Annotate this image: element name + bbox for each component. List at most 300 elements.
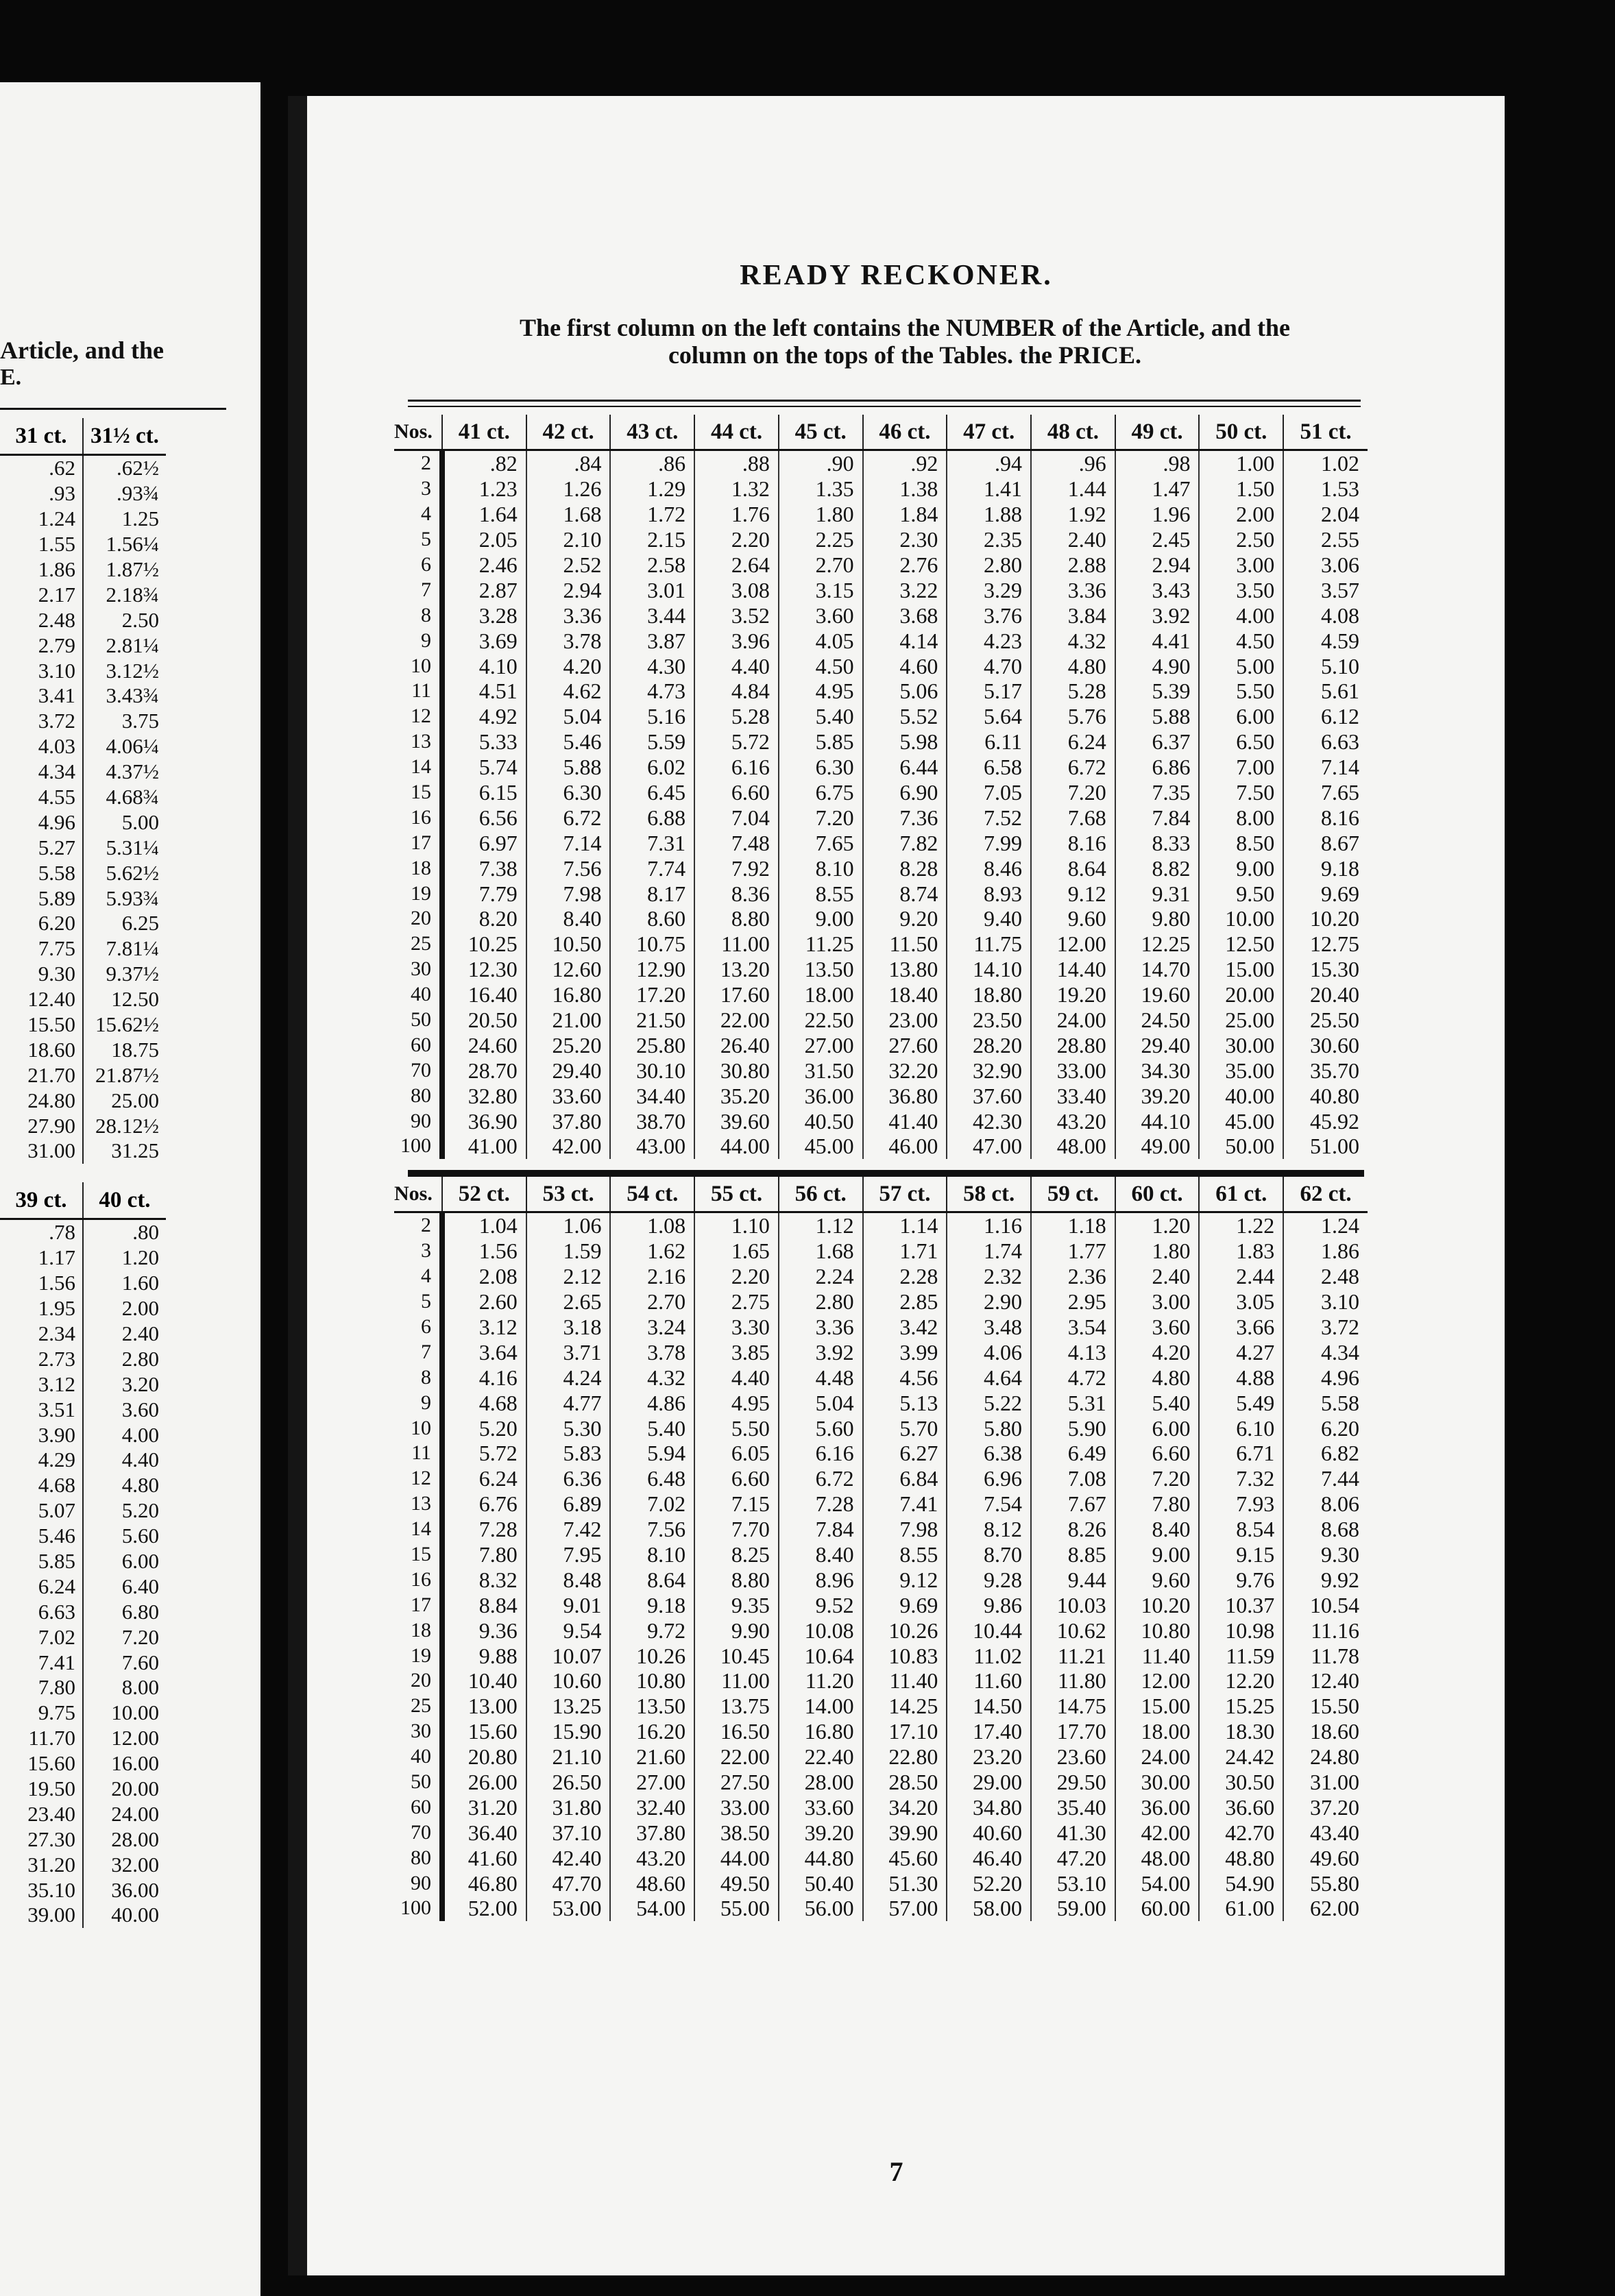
price-cell: 4.05 [779, 628, 863, 653]
price-cell: 13.00 [442, 1694, 526, 1719]
left-price-cell: 4.80 [121, 1473, 159, 1498]
price-cell: 36.00 [1115, 1794, 1200, 1820]
left-price-cell: 12.40 [0, 987, 83, 1012]
left-price-column-header: 39 ct. [0, 1182, 83, 1219]
price-cell: 1.23 [442, 476, 526, 502]
price-cell: 12.00 [1115, 1668, 1200, 1694]
price-cell: 5.40 [1115, 1390, 1200, 1415]
price-cell: 1.32 [694, 476, 779, 502]
price-cell: 7.15 [694, 1491, 779, 1517]
price-cell: 9.69 [863, 1592, 947, 1617]
price-cell: 3.60 [1115, 1315, 1200, 1340]
price-cell: 2.30 [863, 527, 947, 552]
left-price-cell: 10.00 [111, 1700, 159, 1725]
price-cell: 14.75 [1031, 1694, 1115, 1719]
price-cell: 31.50 [779, 1058, 863, 1083]
left-table-row [0, 1062, 166, 1088]
price-cell: .84 [526, 450, 611, 476]
price-cell: 2.32 [947, 1264, 1031, 1289]
price-cell: 39.90 [863, 1820, 947, 1845]
price-cell: 8.70 [947, 1542, 1031, 1567]
left-table-row [0, 1037, 166, 1062]
price-cell: 7.28 [442, 1517, 526, 1542]
article-number-cell: 4 [421, 1265, 431, 1288]
left-price-cell: 31.20 [0, 1852, 83, 1877]
price-cell: 1.65 [694, 1238, 779, 1264]
left-price-cell: 1.86 [0, 557, 83, 583]
price-cell: 4.10 [442, 653, 526, 679]
price-cell: 2.94 [1115, 552, 1200, 578]
left-table-row [0, 1012, 166, 1038]
price-cell: 22.40 [779, 1744, 863, 1770]
price-cell: 7.65 [1283, 780, 1368, 805]
article-number-cell: 50 [411, 1008, 431, 1031]
left-table-header-row [0, 1182, 166, 1219]
price-cell: 8.32 [442, 1567, 526, 1592]
price-cell: 9.54 [526, 1617, 611, 1643]
article-number-cell: 3 [421, 477, 431, 500]
price-cell: 4.30 [610, 653, 694, 679]
price-cell: 8.40 [526, 906, 611, 931]
left-table-row [0, 1498, 166, 1524]
article-number-cell: 6 [421, 553, 431, 576]
price-cell: 12.25 [1115, 931, 1200, 957]
price-cell: 45.00 [779, 1134, 863, 1159]
price-cell: 47.20 [1031, 1845, 1115, 1870]
price-cell: 15.60 [442, 1719, 526, 1744]
price-cell: 5.52 [863, 704, 947, 729]
price-column-header: 41 ct. [442, 415, 526, 450]
table-row [394, 450, 1368, 476]
left-price-cell: 4.40 [121, 1448, 159, 1472]
price-cell: 7.98 [863, 1517, 947, 1542]
price-cell: 9.18 [610, 1592, 694, 1617]
price-cell: 9.00 [1199, 855, 1283, 881]
price-cell: 3.00 [1115, 1289, 1200, 1315]
price-cell: 44.00 [694, 1845, 779, 1870]
article-number-cell: 2 [421, 452, 431, 475]
price-cell: 10.98 [1199, 1617, 1283, 1643]
price-column-header: 46 ct. [863, 415, 947, 450]
price-cell: 18.60 [1283, 1719, 1368, 1744]
price-cell: 43.40 [1283, 1820, 1368, 1845]
left-price-cell: 4.96 [0, 809, 83, 835]
article-number-cell: 19 [411, 881, 431, 905]
left-price-cell: 2.18¾ [106, 582, 159, 607]
price-cell: 2.40 [1031, 527, 1115, 552]
price-cell: 9.72 [610, 1617, 694, 1643]
left-price-cell: 3.20 [121, 1371, 159, 1396]
left-table-row [0, 809, 166, 835]
price-cell: 4.62 [526, 679, 611, 704]
price-cell: 2.15 [610, 527, 694, 552]
table-row [394, 1083, 1368, 1108]
price-cell: 10.80 [610, 1668, 694, 1694]
price-cell: 10.62 [1031, 1617, 1115, 1643]
price-cell: 3.24 [610, 1315, 694, 1340]
book-page [288, 96, 1505, 2275]
price-cell: 5.22 [947, 1390, 1031, 1415]
price-cell: 3.92 [1115, 602, 1200, 628]
price-cell: 7.95 [526, 1542, 611, 1567]
price-cell: 4.51 [442, 679, 526, 704]
table-row [394, 527, 1368, 552]
price-cell: 48.60 [610, 1870, 694, 1896]
price-cell: 1.00 [1199, 450, 1283, 476]
price-cell: 6.58 [947, 755, 1031, 780]
price-cell: 10.50 [526, 931, 611, 957]
left-table-row [0, 1448, 166, 1473]
left-price-cell: 39.00 [0, 1903, 83, 1928]
price-cell: 35.40 [1031, 1794, 1115, 1820]
price-cell: 4.70 [947, 653, 1031, 679]
article-number-cell: 70 [411, 1820, 431, 1844]
price-cell: 11.40 [863, 1668, 947, 1694]
price-cell: 12.50 [1199, 931, 1283, 957]
table-row [394, 830, 1368, 855]
left-price-cell: 16.00 [111, 1751, 159, 1776]
price-cell: 40.80 [1283, 1083, 1368, 1108]
price-cell: 5.70 [863, 1415, 947, 1441]
price-cell: 7.54 [947, 1491, 1031, 1517]
price-cell: 7.42 [526, 1517, 611, 1542]
price-cell: 9.20 [863, 906, 947, 931]
price-cell: 6.16 [779, 1441, 863, 1466]
left-table-row [0, 1801, 166, 1827]
table-row [394, 1820, 1368, 1845]
article-number-cell: 10 [411, 1416, 431, 1439]
left-header-suffix: E. [0, 365, 22, 390]
price-cell: 9.36 [442, 1617, 526, 1643]
price-cell: 7.38 [442, 855, 526, 881]
article-number-cell: 20 [411, 907, 431, 930]
left-table-row [0, 962, 166, 987]
price-cell: 6.15 [442, 780, 526, 805]
price-cell: 17.60 [694, 982, 779, 1007]
left-price-cell: 28.12½ [95, 1113, 159, 1138]
left-price-cell: 19.50 [0, 1776, 83, 1802]
price-cell: 4.13 [1031, 1339, 1115, 1365]
left-price-cell: 4.29 [0, 1448, 83, 1473]
price-cell: 28.00 [779, 1770, 863, 1795]
price-cell: 3.78 [526, 628, 611, 653]
top-rule-2 [408, 406, 1361, 407]
price-cell: 27.00 [779, 1032, 863, 1058]
price-cell: 4.20 [526, 653, 611, 679]
price-cell: 21.00 [526, 1007, 611, 1033]
price-cell: 6.63 [1283, 729, 1368, 755]
price-cell: 3.15 [779, 577, 863, 602]
price-cell: 51.30 [863, 1870, 947, 1896]
left-table-row [0, 734, 166, 759]
price-cell: 8.06 [1283, 1491, 1368, 1517]
price-cell: 1.50 [1199, 476, 1283, 502]
table-row [394, 1794, 1368, 1820]
left-table-row [0, 835, 166, 860]
price-cell: 7.70 [694, 1517, 779, 1542]
left-price-cell: 6.40 [121, 1574, 159, 1598]
price-cell: 3.78 [610, 1339, 694, 1365]
price-cell: 8.64 [1031, 855, 1115, 881]
left-price-cell: 6.80 [121, 1599, 159, 1624]
price-cell: 2.76 [863, 552, 947, 578]
price-cell: 12.00 [1031, 931, 1115, 957]
price-cell: 9.60 [1031, 906, 1115, 931]
left-bottom-table [0, 1182, 166, 1928]
left-price-cell: 1.56¼ [106, 532, 159, 557]
price-cell: 3.71 [526, 1339, 611, 1365]
price-column-header: 49 ct. [1115, 415, 1200, 450]
price-cell: 2.65 [526, 1289, 611, 1315]
left-price-cell: 31.00 [0, 1138, 83, 1164]
price-cell: 2.36 [1031, 1264, 1115, 1289]
left-table-row [0, 557, 166, 583]
price-cell: 32.40 [610, 1794, 694, 1820]
article-number-cell: 9 [421, 628, 431, 652]
price-cell: 39.60 [694, 1108, 779, 1134]
left-price-cell: 2.81¼ [106, 633, 159, 657]
price-cell: 6.50 [1199, 729, 1283, 755]
price-cell: 3.85 [694, 1339, 779, 1365]
price-cell: 2.00 [1199, 502, 1283, 527]
price-cell: 12.20 [1199, 1668, 1283, 1694]
price-cell: 2.70 [779, 552, 863, 578]
price-cell: 6.89 [526, 1491, 611, 1517]
price-cell: 4.80 [1115, 1365, 1200, 1390]
price-cell: 22.50 [779, 1007, 863, 1033]
price-cell: 1.53 [1283, 476, 1368, 502]
price-cell: 4.64 [947, 1365, 1031, 1390]
price-cell: 1.12 [779, 1212, 863, 1238]
table-row [394, 1315, 1368, 1340]
left-price-cell: 7.41 [0, 1650, 83, 1675]
price-column-header: 62 ct. [1283, 1177, 1368, 1212]
price-cell: 4.80 [1031, 653, 1115, 679]
price-cell: 9.60 [1115, 1567, 1200, 1592]
price-cell: 5.59 [610, 729, 694, 755]
left-price-cell: 2.50 [121, 607, 159, 632]
price-cell: 8.93 [947, 881, 1031, 906]
price-cell: 5.88 [526, 755, 611, 780]
price-cell: 5.04 [779, 1390, 863, 1415]
left-price-cell: 7.02 [0, 1624, 83, 1650]
table-row [394, 602, 1368, 628]
price-cell: 15.00 [1199, 957, 1283, 982]
price-cell: 6.60 [694, 1466, 779, 1491]
table-row [394, 780, 1368, 805]
left-price-cell: 1.25 [121, 506, 159, 531]
price-cell: 8.40 [1115, 1517, 1200, 1542]
price-cell: 28.50 [863, 1770, 947, 1795]
table-row [394, 881, 1368, 906]
price-cell: 10.25 [442, 931, 526, 957]
left-table-row [0, 759, 166, 785]
price-cell: 16.80 [526, 982, 611, 1007]
price-cell: 2.28 [863, 1264, 947, 1289]
price-cell: 8.80 [694, 906, 779, 931]
left-table-row [0, 1397, 166, 1422]
price-cell: 3.18 [526, 1315, 611, 1340]
left-price-cell: 3.51 [0, 1397, 83, 1422]
table-row [394, 1212, 1368, 1238]
left-price-cell: 3.43¾ [106, 683, 159, 708]
price-cell: 24.42 [1199, 1744, 1283, 1770]
price-cell: 2.58 [610, 552, 694, 578]
price-cell: 25.80 [610, 1032, 694, 1058]
price-cell: 4.40 [694, 1365, 779, 1390]
article-number-cell: 30 [411, 1720, 431, 1743]
price-cell: 5.04 [526, 704, 611, 729]
price-cell: 6.86 [1115, 755, 1200, 780]
price-cell: 4.59 [1283, 628, 1368, 653]
price-cell: 40.60 [947, 1820, 1031, 1845]
left-price-cell: 18.75 [111, 1037, 159, 1062]
left-table-row [0, 1903, 166, 1928]
left-table-row [0, 633, 166, 658]
price-cell: 8.40 [779, 1542, 863, 1567]
price-cell: 24.00 [1115, 1744, 1200, 1770]
price-cell: 42.30 [947, 1108, 1031, 1134]
left-price-column-header: 31 ct. [0, 418, 83, 455]
left-price-cell: 15.62½ [95, 1012, 159, 1037]
left-table-row [0, 1473, 166, 1498]
article-number-cell: 80 [411, 1084, 431, 1107]
price-cell: 18.00 [779, 982, 863, 1007]
left-price-cell: .93¾ [117, 481, 159, 506]
price-cell: 37.80 [610, 1820, 694, 1845]
price-cell: 1.77 [1031, 1238, 1115, 1264]
article-number-cell: 19 [411, 1644, 431, 1667]
price-cell: 55.80 [1283, 1870, 1368, 1896]
price-cell: 10.08 [779, 1617, 863, 1643]
price-cell: 8.25 [694, 1542, 779, 1567]
price-cell: 6.49 [1031, 1441, 1115, 1466]
price-cell: 1.35 [779, 476, 863, 502]
left-price-cell: 21.87½ [95, 1062, 159, 1087]
table-row [394, 931, 1368, 957]
left-price-cell: 1.95 [0, 1296, 83, 1321]
price-cell: 7.82 [863, 830, 947, 855]
price-cell: 6.20 [1283, 1415, 1368, 1441]
left-price-cell: 40.00 [111, 1903, 159, 1927]
article-number-cell: 40 [411, 1745, 431, 1768]
price-cell: 7.02 [610, 1491, 694, 1517]
price-cell: 1.62 [610, 1238, 694, 1264]
price-cell: 3.87 [610, 628, 694, 653]
left-table-row [0, 1113, 166, 1138]
price-cell: 4.41 [1115, 628, 1200, 653]
price-cell: 23.20 [947, 1744, 1031, 1770]
price-cell: 4.34 [1283, 1339, 1368, 1365]
price-cell: 2.25 [779, 527, 863, 552]
left-table-row [0, 582, 166, 607]
price-cell: 10.64 [779, 1643, 863, 1668]
price-cell: 29.50 [1031, 1770, 1115, 1795]
price-cell: 6.90 [863, 780, 947, 805]
price-cell: 10.00 [1199, 906, 1283, 931]
price-cell: 5.83 [526, 1441, 611, 1466]
table-row [394, 729, 1368, 755]
price-cell: 11.16 [1283, 1617, 1368, 1643]
left-price-cell: 12.50 [111, 987, 159, 1012]
article-number-cell: 13 [411, 730, 431, 753]
price-cell: 32.80 [442, 1083, 526, 1108]
price-cell: 3.28 [442, 602, 526, 628]
left-table-row [0, 1776, 166, 1802]
price-cell: 7.14 [526, 830, 611, 855]
left-price-cell: 1.24 [0, 506, 83, 532]
price-cell: 1.10 [694, 1212, 779, 1238]
left-table-header-row [0, 418, 166, 455]
price-cell: 17.40 [947, 1719, 1031, 1744]
table-row [394, 1770, 1368, 1795]
price-cell: 6.00 [1115, 1415, 1200, 1441]
price-cell: 4.60 [863, 653, 947, 679]
left-price-cell: .62½ [117, 456, 159, 480]
price-cell: 8.36 [694, 881, 779, 906]
left-price-cell: 9.75 [0, 1700, 83, 1726]
price-column-header: 61 ct. [1199, 1177, 1283, 1212]
price-cell: 8.33 [1115, 830, 1200, 855]
price-cell: 27.60 [863, 1032, 947, 1058]
price-cell: 25.50 [1283, 1007, 1368, 1033]
price-cell: 58.00 [947, 1896, 1031, 1921]
price-cell: 13.50 [779, 957, 863, 982]
price-cell: 9.69 [1283, 881, 1368, 906]
price-cell: 6.76 [442, 1491, 526, 1517]
price-cell: 39.20 [779, 1820, 863, 1845]
price-cell: 3.66 [1199, 1315, 1283, 1340]
price-cell: 45.60 [863, 1845, 947, 1870]
price-cell: 4.86 [610, 1390, 694, 1415]
price-cell: 46.80 [442, 1870, 526, 1896]
price-column-header: 48 ct. [1031, 415, 1115, 450]
price-cell: 3.50 [1199, 577, 1283, 602]
table-row [394, 1567, 1368, 1592]
article-number-cell: 14 [411, 755, 431, 779]
price-cell: 28.70 [442, 1058, 526, 1083]
price-cell: 4.40 [694, 653, 779, 679]
price-cell: 30.00 [1199, 1032, 1283, 1058]
price-cell: 43.20 [1031, 1108, 1115, 1134]
price-cell: 7.20 [1031, 780, 1115, 805]
price-cell: 3.96 [694, 628, 779, 653]
price-cell: 22.80 [863, 1744, 947, 1770]
price-cell: 12.60 [526, 957, 611, 982]
price-cell: 13.50 [610, 1694, 694, 1719]
price-cell: 7.48 [694, 830, 779, 855]
left-price-cell: 3.12½ [106, 658, 159, 683]
table-row [394, 1491, 1368, 1517]
price-cell: 6.56 [442, 805, 526, 830]
table-row [394, 679, 1368, 704]
price-cell: 54.00 [610, 1896, 694, 1921]
price-cell: 26.50 [526, 1770, 611, 1795]
price-cell: 4.50 [779, 653, 863, 679]
table-row [394, 1744, 1368, 1770]
left-price-cell: 3.41 [0, 683, 83, 709]
price-cell: 10.45 [694, 1643, 779, 1668]
price-cell: 36.40 [442, 1820, 526, 1845]
price-cell: 16.50 [694, 1719, 779, 1744]
price-cell: 34.20 [863, 1794, 947, 1820]
price-cell: 38.50 [694, 1820, 779, 1845]
price-cell: 13.80 [863, 957, 947, 982]
price-cell: 11.20 [779, 1668, 863, 1694]
price-cell: 10.44 [947, 1617, 1031, 1643]
left-table-row [0, 1599, 166, 1624]
price-cell: 5.49 [1199, 1390, 1283, 1415]
